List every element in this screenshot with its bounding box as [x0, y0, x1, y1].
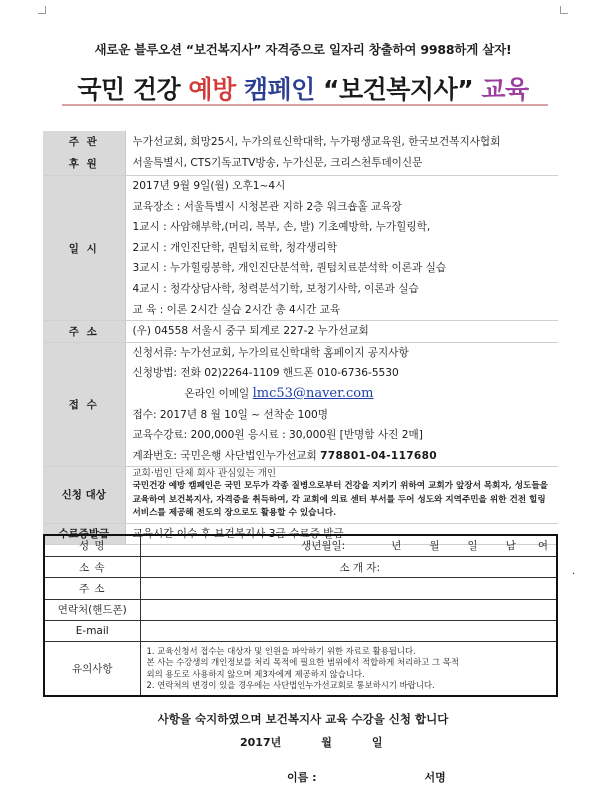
target-head: 교회‧법인 단체 회사 관심있는 개인 [132, 468, 277, 480]
note-line-1: 1. 교육신청서 접수는 대상자 및 인원을 파악하기 위한 자료로 활용됩니다. [146, 645, 416, 656]
date-year: 2017년 [240, 736, 282, 749]
name-label: 성 명 [44, 535, 140, 556]
note-line-3: 외의 용도로 사용하지 않으며 제3자에게 제공하지 않습니다. [146, 668, 365, 679]
slogan [0, 40, 606, 58]
page-title [0, 70, 606, 106]
schedule-date: 2017년 9월 9일(월) 오후1~4시 [132, 180, 286, 192]
signature-line[interactable] [287, 769, 446, 785]
birth-day-label: 일 [467, 540, 478, 553]
form-row-name [44, 535, 557, 556]
birth-month-label: 월 [429, 540, 440, 553]
gender-male[interactable]: 남 [505, 540, 516, 553]
signature-label: 서명 [424, 771, 446, 784]
notes-content [140, 642, 557, 696]
address-label: 주 소 [43, 321, 125, 343]
info-table [43, 131, 558, 545]
crop-mark-left [38, 6, 46, 14]
phone-field[interactable] [140, 599, 557, 620]
title-part-6: 교육 [481, 75, 529, 104]
organizers-label [43, 131, 125, 176]
reception-period: 접수: 2017년 8 월 10일 ~ 선착순 100명 [132, 408, 329, 421]
slogan-highlight: “보건복지사” [185, 42, 262, 57]
organizers-row [43, 131, 558, 176]
birth-label: 생년월일: [301, 540, 346, 553]
target-row [43, 467, 558, 523]
slogan-highlight-2: 창출하여 9988하게 살자! [368, 42, 512, 57]
schedule-value [125, 176, 558, 321]
reception-online [133, 384, 556, 405]
email-label: E-mail [44, 621, 140, 642]
target-value [125, 467, 558, 523]
form-row-phone [44, 599, 557, 620]
email-field[interactable] [140, 621, 557, 642]
account-label: 계좌번호: 국민은행 사단법인누가선교회 [132, 449, 321, 462]
note-line-4: 2. 연락처의 변경이 있을 경우에는 사단법인누가선교회로 통보하시기 바랍니다. [146, 680, 435, 691]
birth-year-label: 년 [391, 540, 402, 553]
introducer-label: 소 개 자: [339, 561, 380, 574]
reception-value [125, 342, 558, 467]
schedule-period-4: 4교시 : 청각상담사학, 청력분석기학, 보청기사학, 이론과 실습 [132, 282, 419, 295]
reception-row [43, 342, 558, 467]
affiliation-label: 소 속 [44, 556, 140, 577]
title-underline [62, 104, 548, 106]
title-part-4: 캠페인 [243, 75, 315, 104]
phone-label: 연락처(핸드폰) [44, 599, 140, 620]
gender-female[interactable]: 여 [537, 540, 548, 553]
target-description: 국민건강 예방 캠페인은 국민 모두가 각종 질병으로부터 건강을 지키기 위하여 교회가 앞장서 목회자, 성도들을 교육하여 보건복지사, 자격증을 취득하여, 각 교회에 의료 센터 부서를 두어 성도와 지역주민을 위한 건전 힐링 서비스를 제공해 전도의 장으로도 활용할 수 있습니다. [132, 481, 548, 519]
sponsor-label: 후 원 [68, 158, 99, 170]
title-part-5: “보건복지사” [314, 75, 482, 104]
affiliation-field[interactable] [140, 556, 557, 577]
online-label: 온라인 이메일 [184, 387, 253, 400]
application-form [43, 534, 558, 697]
form-row-notes [44, 642, 557, 696]
schedule-total: 교 육 : 이론 2시간 실습 2시간 총 4시간 교육 [132, 303, 341, 316]
signer-name-label: 이름 : [287, 771, 317, 784]
reception-fee: 교육수강료: 200,000원 응시료 : 30,000원 [반명함 사진 2매] [132, 429, 423, 442]
confirm-statement: 사항을 숙지하였으며 보건복지사 교육 수강을 신청 합니다 [157, 712, 449, 726]
slogan-text-2: 자격증으로 일자리 [261, 42, 369, 57]
certificate-text: 교육시간 이수 후 보건복지사 3급 수료증 발급 [132, 527, 344, 540]
sponsors-line: 서울특별시, CTS기독교TV방송, 누가신문, 크리스천투데이신문 [132, 157, 423, 169]
notes-label: 유의사항 [44, 642, 140, 696]
title-space [236, 75, 244, 104]
form-row-email [44, 621, 557, 642]
email-link[interactable]: lmc53@naver.com [252, 385, 374, 401]
birth-fields [141, 538, 557, 553]
reception-method: 신청방법: 전화 02)2264-1109 핸드폰 010-6736-5530 [132, 367, 399, 380]
address-text: (우) 04558 서울시 중구 퇴계로 227-2 누가선교회 [132, 325, 369, 338]
schedule-label: 일 시 [43, 176, 125, 321]
reception-documents: 신청서류: 누가선교회, 누가의료신학대학 홈페이지 공지사항 [132, 346, 409, 359]
application-date [240, 734, 423, 750]
certificate-label: 수료증발급 [43, 523, 125, 545]
address-field[interactable] [140, 578, 557, 599]
target-label: 신청 대상 [43, 467, 125, 523]
schedule-period-3: 3교시 : 누가힐링봉학, 개인진단분석학, 퀀텀치료분석학 이론과 실습 [132, 262, 447, 275]
name-field[interactable] [140, 535, 557, 556]
title-part-2: 예방 [188, 75, 236, 104]
schedule-row [43, 176, 558, 321]
schedule-venue: 교육장소 : 서울특별시 시청본관 지하 2층 워크숍홀 교육장 [132, 200, 402, 213]
account-number: 778801-04-117680 [320, 449, 437, 462]
form-row-address [44, 578, 557, 599]
date-month: 월 [321, 736, 332, 749]
organizer-label: 주 관 [68, 136, 99, 148]
introducer-field[interactable] [141, 560, 557, 575]
date-day: 일 [371, 736, 383, 749]
title-part-1: 국민 건강 [77, 75, 189, 104]
schedule-period-1: 1교시 : 사암해부학,(머리, 복부, 손, 발) 기초예방학, 누가힐링학, [132, 221, 431, 234]
organizers-line-1: 누가선교회, 희망25시, 누가의료신학대학, 누가평생교육원, 한국보건복지사협회 [132, 136, 501, 149]
stray-mark: . [572, 566, 576, 577]
reception-label: 접 수 [43, 342, 125, 467]
organizers-value [125, 131, 558, 176]
address-row [43, 321, 558, 343]
crop-mark-right [560, 6, 568, 14]
reception-account [133, 446, 556, 467]
form-row-affiliation [44, 556, 557, 577]
address-form-label: 주 소 [44, 578, 140, 599]
address-value [125, 321, 558, 343]
slogan-text-1: 새로운 블루오션 [94, 42, 186, 57]
schedule-period-2: 2교시 : 개인진단학, 퀀텀치료학, 청각생리학 [132, 241, 337, 254]
note-line-2: 본 사는 수강생의 개인정보를 처리 목적에 필요한 범위에서 적합하게 처리하고 그 목적 [146, 657, 459, 668]
